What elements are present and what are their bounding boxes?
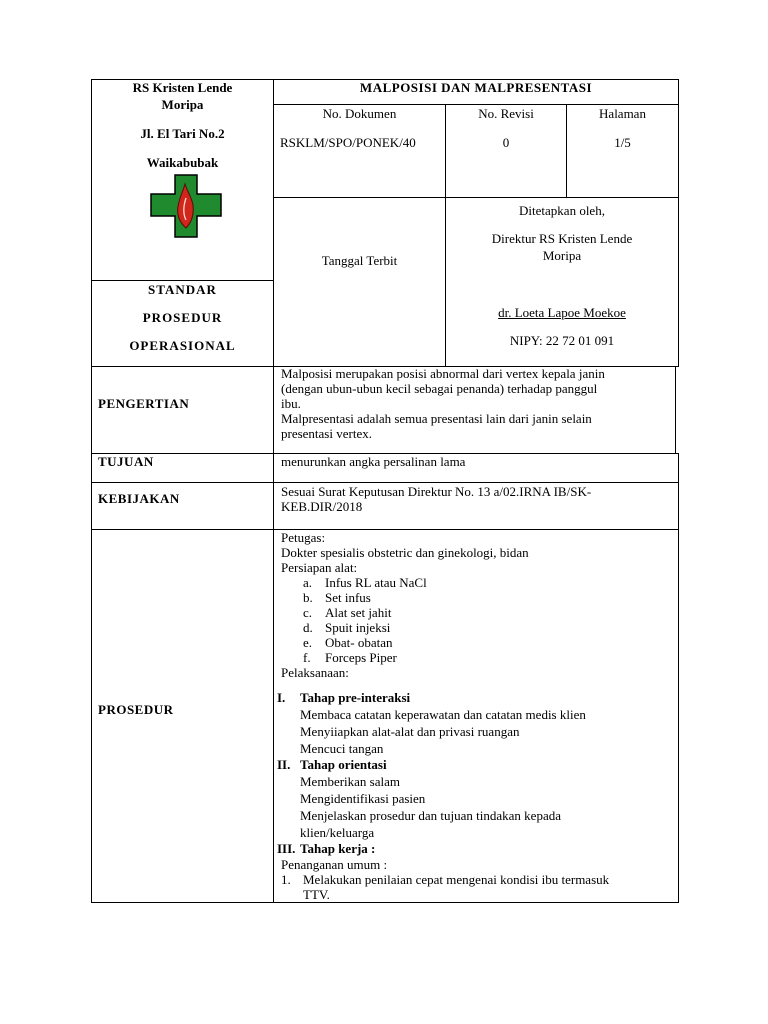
nipy: NIPY: 22 72 01 091 [509, 333, 615, 348]
tanggal-terbit-label: Tanggal Terbit [321, 253, 398, 268]
list-marker: f. [303, 650, 311, 665]
stage-marker: II. [277, 757, 291, 772]
direktur-line2: Moripa [542, 248, 582, 263]
petugas-label: Petugas: [281, 530, 326, 545]
direktur-line1: Direktur RS Kristen Lende [491, 231, 633, 246]
list-item [281, 635, 671, 650]
stage-2-heading [277, 757, 671, 773]
stage-1-heading [277, 690, 671, 706]
tujuan-label: TUJUAN [98, 454, 154, 469]
list-text: Set infus [325, 590, 371, 605]
stage-marker: III. [277, 841, 296, 856]
stage-title: Tahap orientasi [300, 757, 387, 772]
kebijakan-text [281, 484, 591, 514]
penanganan-label: Penanganan umum : [281, 857, 388, 872]
hospital-address: Jl. El Tari No.2 [140, 126, 225, 141]
prosedur-content [277, 530, 671, 902]
list-item [281, 605, 671, 620]
list-text: Alat set jahit [325, 605, 392, 620]
halaman-label: Halaman [599, 106, 646, 121]
header-tanggal-cell [273, 197, 446, 367]
hospital-name-line1: RS Kristen Lende [132, 80, 233, 95]
list-item [281, 650, 671, 665]
no-dokumen-value: RSKLM/SPO/PONEK/40 [280, 135, 416, 150]
stage-3-heading [277, 841, 671, 857]
list-text: Infus RL atau NaCl [325, 575, 427, 590]
pengertian-label: PENGERTIAN [98, 396, 190, 411]
list-text: Obat- obatan [325, 635, 393, 650]
spo-title-line2: PROSEDUR [142, 310, 223, 325]
list-item: Membaca catatan keperawatan dan catatan medis klien [300, 707, 586, 722]
signatory-name: dr. Loeta Lapoe Moekoe [498, 305, 626, 320]
list-marker: a. [303, 575, 313, 590]
green-cross-flame-icon [150, 174, 222, 238]
step-1 [281, 872, 671, 902]
kebijakan-line: KEB.DIR/2018 [281, 499, 363, 514]
no-dokumen-label: No. Dokumen [322, 106, 397, 121]
list-item: Menjelaskan prosedur dan tujuan tindakan kepada [300, 808, 561, 823]
no-revisi-value: 0 [502, 135, 510, 150]
list-item [281, 620, 671, 635]
pengertian-line: (dengan ubun-ubun kecil sebagai penanda) terhadap panggul [281, 381, 598, 396]
no-revisi-label: No. Revisi [478, 106, 534, 121]
list-item [281, 575, 671, 590]
hospital-city: Waikabubak [146, 155, 219, 170]
spo-title-line3: OPERASIONAL [129, 338, 236, 353]
pengertian-text [281, 366, 605, 441]
pengertian-line: ibu. [281, 396, 301, 411]
list-item: Mencuci tangan [300, 741, 384, 756]
list-marker: b. [303, 590, 313, 605]
list-item: klien/keluarga [300, 825, 375, 840]
stage-1-items [281, 706, 671, 757]
list-text: Spuit injeksi [325, 620, 391, 635]
pengertian-line: Malposisi merupakan posisi abnormal dari vertex kepala janin [281, 366, 605, 381]
list-marker: c. [303, 605, 313, 620]
kebijakan-label: KEBIJAKAN [98, 491, 180, 506]
list-text: Forceps Piper [325, 650, 397, 665]
step-text-line1: Melakukan penilaian cepat mengenai kondisi ibu termasuk [303, 872, 610, 887]
list-item: Mengidentifikasi pasien [300, 791, 426, 806]
pelaksanaan-label: Pelaksanaan: [281, 665, 349, 680]
list-marker: e. [303, 635, 313, 650]
list-marker: d. [303, 620, 313, 635]
list-item: Memberikan salam [300, 774, 400, 789]
petugas-text: Dokter spesialis obstetric dan ginekologi, bidan [281, 545, 529, 560]
stage-title: Tahap pre-interaksi [300, 690, 411, 705]
stage-title: Tahap kerja : [300, 841, 376, 856]
stage-2-items [281, 773, 671, 841]
kebijakan-line: Sesuai Surat Keputusan Direktur No. 13 a/02.IRNA IB/SK- [281, 484, 592, 499]
pengertian-line: Malpresentasi adalah semua presentasi lain dari janin selain [281, 411, 592, 426]
alat-list [281, 575, 671, 665]
stage-marker: I. [277, 690, 286, 705]
pengertian-line: presentasi vertex. [281, 426, 372, 441]
spo-title-line1: STANDAR [148, 282, 217, 297]
prosedur-label: PROSEDUR [98, 702, 174, 717]
document-title: MALPOSISI DAN MALPRESENTASI [359, 80, 593, 95]
alat-label: Persiapan alat: [281, 560, 358, 575]
step-text-line2: TTV. [303, 887, 330, 902]
tujuan-text: menurunkan angka persalinan lama [281, 454, 466, 469]
list-item: Menyiiapkan alat-alat dan privasi ruangan [300, 724, 520, 739]
step-marker: 1. [281, 872, 291, 887]
ditetapkan-label: Ditetapkan oleh, [519, 203, 605, 218]
halaman-value: 1/5 [614, 135, 631, 150]
hospital-name-line2: Moripa [161, 97, 204, 112]
list-item [281, 590, 671, 605]
